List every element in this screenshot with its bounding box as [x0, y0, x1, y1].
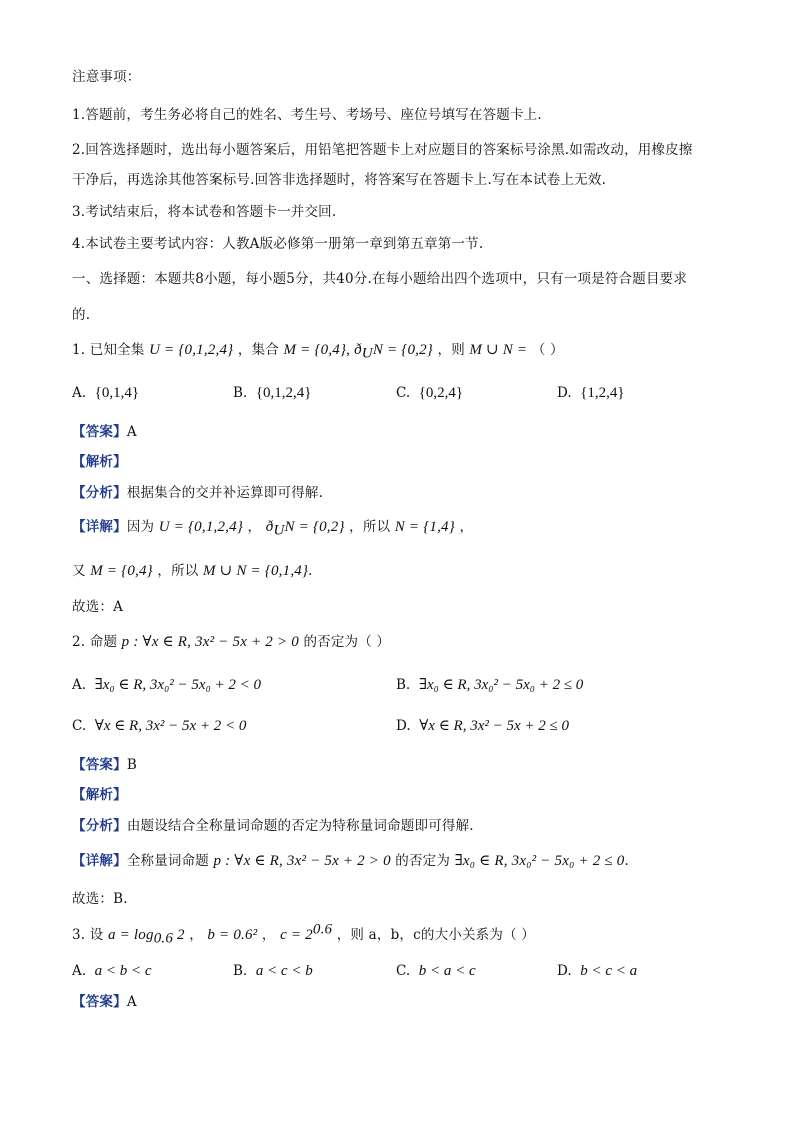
q2-option-c: C. ∀x ∈ R, 3x² − 5x + 2 < 0: [72, 718, 247, 734]
notice-title: 注意事项：: [72, 69, 141, 85]
question-3-stem: 3. 设 $a = \log_{0.6} 2$ ， b = 0.6² ， $c = 2^{0.6}$ ，则 a，b，c的大小关系为（ ）: [72, 921, 535, 947]
q3-option-b: B. a < c < b: [233, 963, 313, 979]
q1-option-a: A. {0,1,4}: [72, 385, 140, 401]
q1-analysis-label: 【解析】: [72, 454, 127, 470]
q1-guxuan: 故选：A: [72, 599, 124, 615]
q2-option-b: B. ∃x₀ ∈ R, 3x₀² − 5x₀ + 2 ≤ 0: [396, 677, 584, 693]
notice-item-1: 1.答题前，考生务必将自己的姓名、考生号、考场号、座位号填写在答题卡上.: [72, 107, 542, 123]
q3-option-d: D. b < c < a: [557, 963, 638, 979]
q1-fenxi: 【分析】根据集合的交并补运算即可得解.: [72, 485, 324, 501]
q3-option-a: A. a < b < c: [72, 963, 152, 979]
q1-option-d: D. {1,2,4}: [557, 385, 625, 401]
section-title-cont: 的.: [72, 307, 91, 323]
q1-detail-2: 又 M = {0,4} ，所以 M ∪ N = {0,1,4}.: [72, 563, 313, 579]
notice-item-3: 3.考试结束后，将本试卷和答题卡一并交回.: [72, 204, 337, 220]
question-2-stem: 2. 命题 p : ∀x ∈ R, 3x² − 5x + 2 > 0 的否定为（ ）: [72, 634, 391, 650]
q2-detail: 【详解】全称量词命题 p : ∀x ∈ R, 3x² − 5x + 2 > 0 的否定为 ∃x₀ ∈ R, 3x₀² − 5x₀ + 2 ≤ 0.: [72, 853, 629, 869]
notice-item-4: 4.本试卷主要考试内容：人教A版必修第一册第一章到第五章第一节.: [72, 236, 484, 252]
q1-answer: 【答案】A: [72, 424, 137, 440]
math-complement-n: N = {0,2}: [372, 342, 433, 358]
q2-guxuan: 故选：B.: [72, 891, 128, 907]
q2-option-d: D. ∀x ∈ R, 3x² − 5x + 2 ≤ 0: [396, 718, 569, 734]
notice-item-2-cont: 干净后，再选涂其他答案标号.回答非选择题时，将答案写在答题卡上.写在本试卷上无效.: [72, 172, 607, 188]
question-1-stem: 1. 已知全集 U = {0,1,2,4} ，集合 M = {0,4}, $ð_UN = \{0,2\}$ ，则 M ∪ N = （ ）: [72, 342, 564, 362]
math-universal-set: U = {0,1,2,4}: [149, 342, 234, 358]
q3-option-c: C. b < a < c: [396, 963, 476, 979]
q2-option-a: A. ∃x₀ ∈ R, 3x₀² − 5x₀ + 2 < 0: [72, 677, 262, 693]
notice-item-2: 2.回答选择题时，选出每小题答案后，用铅笔把答题卡上对应题目的答案标号涂黑.如需改动，用橡皮擦: [72, 142, 693, 158]
q1-option-c: C. {0,2,4}: [396, 385, 464, 401]
math-set-m: M = {0,4}, ð: [283, 342, 362, 358]
section-title: 一、选择题：本题共8小题，每小题5分，共40分.在每小题给出四个选项中，只有一项是符合题目要求: [72, 271, 688, 287]
q2-analysis-label: 【解析】: [72, 787, 127, 803]
math-union: M ∪ N =: [469, 342, 528, 358]
q1-option-b: B. {0,1,2,4}: [233, 385, 312, 401]
q3-answer: 【答案】A: [72, 994, 137, 1010]
q2-answer: 【答案】B: [72, 757, 137, 773]
q2-fenxi: 【分析】由题设结合全称量词命题的否定为特称量词命题即可得解.: [72, 818, 474, 834]
q1-detail: 【详解】因为 U = {0,1,2,4} ， $ð_UN = \{0,2\}$ ，所以 N = {1,4} ，: [72, 519, 474, 539]
